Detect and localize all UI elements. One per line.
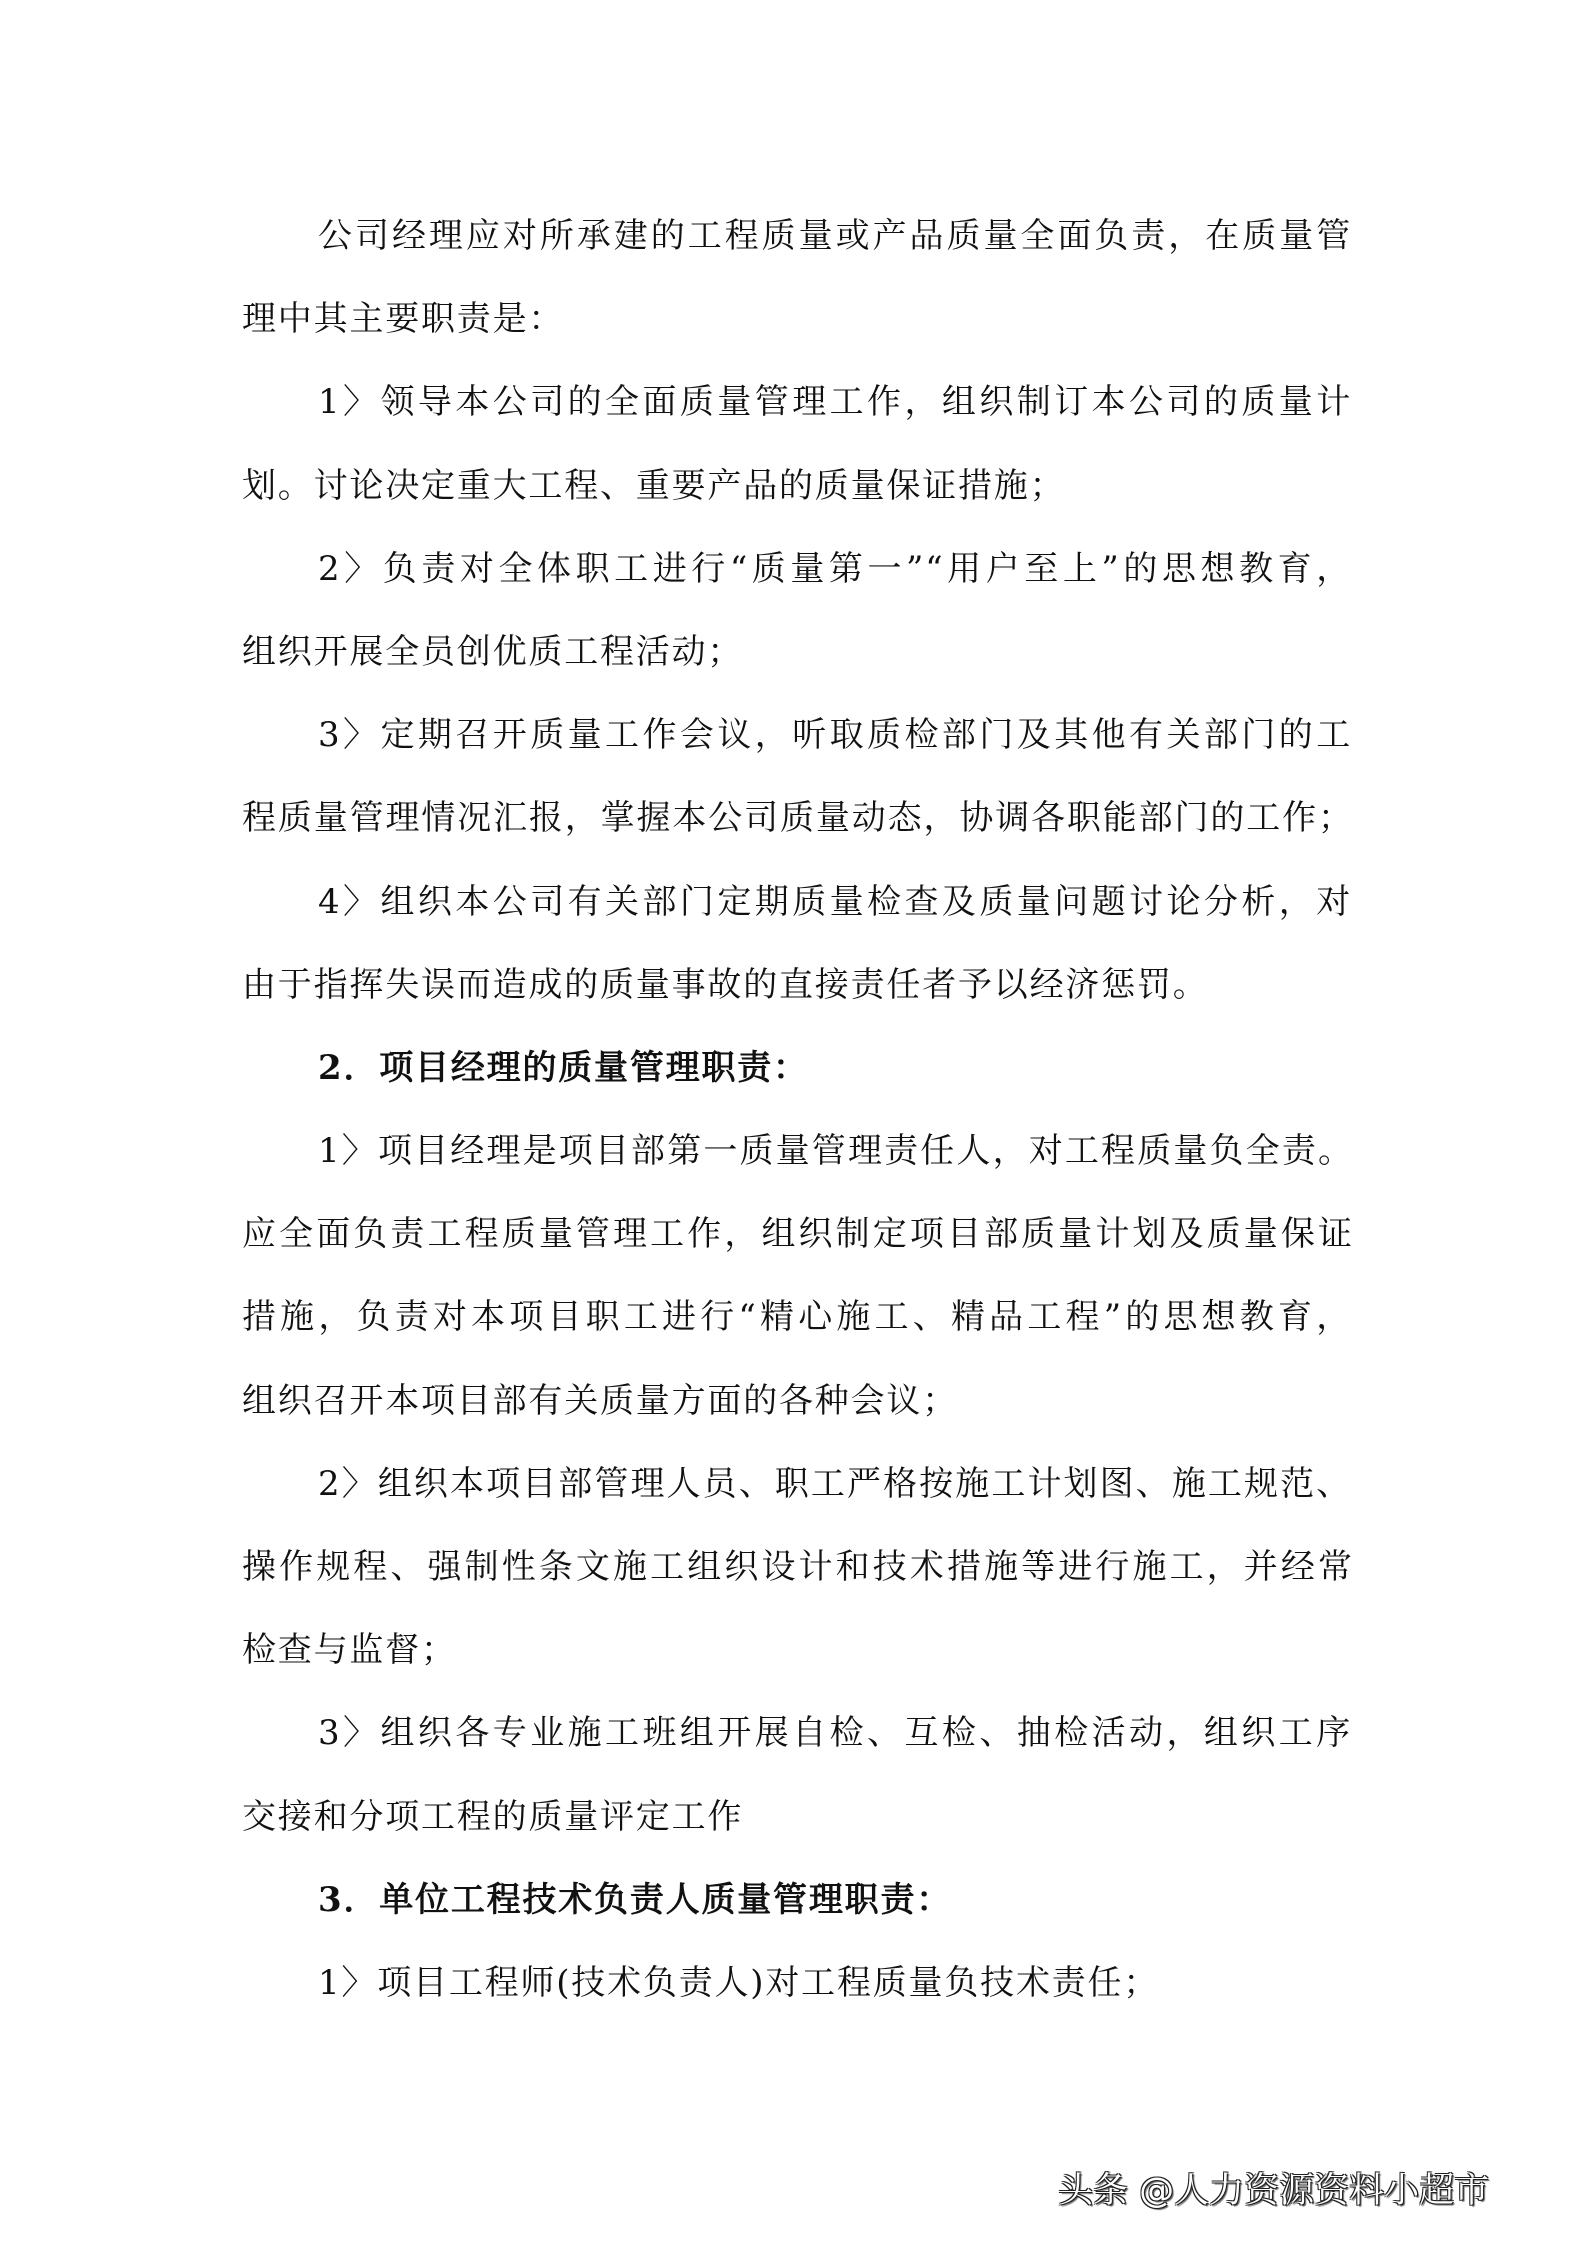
list-item-line: 1〉项目经理是项目部第一质量管理责任人，对工程质量负全责。	[318, 1131, 1352, 1172]
list-item-line: 1〉领导本公司的全面质量管理工作，组织制订本公司的质量计	[318, 382, 1352, 423]
section-heading: 3．单位工程技术负责人质量管理职责：	[318, 1879, 953, 1920]
list-item-line: 应全面负责工程质量管理工作，组织制定项目部质量计划及质量保证	[242, 1214, 1352, 1255]
list-item-line: 操作规程、强制性条文施工组织设计和技术措施等进行施工，并经常	[242, 1547, 1352, 1587]
list-item-line: 交接和分项工程的质量评定工作	[242, 1796, 744, 1837]
list-item-line: 组织开展全员创优质工程活动；	[242, 631, 744, 672]
list-item-line: 组织召开本项目部有关质量方面的各种会议；	[242, 1380, 958, 1421]
list-item-line: 程质量管理情况汇报，掌握本公司质量动态，协调各职能部门的工作；	[242, 798, 1352, 839]
list-item-line: 3〉定期召开质量工作会议，听取质检部门及其他有关部门的工	[318, 715, 1352, 756]
list-item-line: 4〉组织本公司有关部门定期质量检查及质量问题讨论分析，对	[318, 881, 1352, 922]
paragraph-line: 公司经理应对所承建的工程质量或产品质量全面负责，在质量管	[318, 216, 1352, 256]
list-item-line: 2〉负责对全体职工进行“质量第一”“用户至上”的思想教育，	[318, 548, 1352, 589]
list-item-line: 检查与监督；	[242, 1630, 457, 1671]
document-body	[242, 208, 1352, 2038]
section-heading: 2．项目经理的质量管理职责：	[318, 1047, 809, 1088]
list-item-line: 2〉组织本项目部管理人员、职工严格按施工计划图、施工规范、	[318, 1463, 1352, 1504]
source-watermark: 头条 @人力资源资料小超市	[1058, 2171, 1490, 2211]
list-item-line: 措施，负责对本项目职工进行“精心施工、精品工程”的思想教育，	[242, 1297, 1352, 1338]
paragraph-line: 理中其主要职责是：	[242, 299, 565, 340]
list-item-line: 3〉组织各专业施工班组开展自检、互检、抽检活动，组织工序	[318, 1713, 1352, 1754]
list-item-line: 1〉项目工程师(技术负责人)对工程质量负技术责任；	[318, 1962, 1160, 2003]
list-item-line: 由于指挥失误而造成的质量事故的直接责任者予以经济惩罚。	[242, 964, 1209, 1005]
list-item-line: 划。讨论决定重大工程、重要产品的质量保证措施；	[242, 465, 1066, 506]
